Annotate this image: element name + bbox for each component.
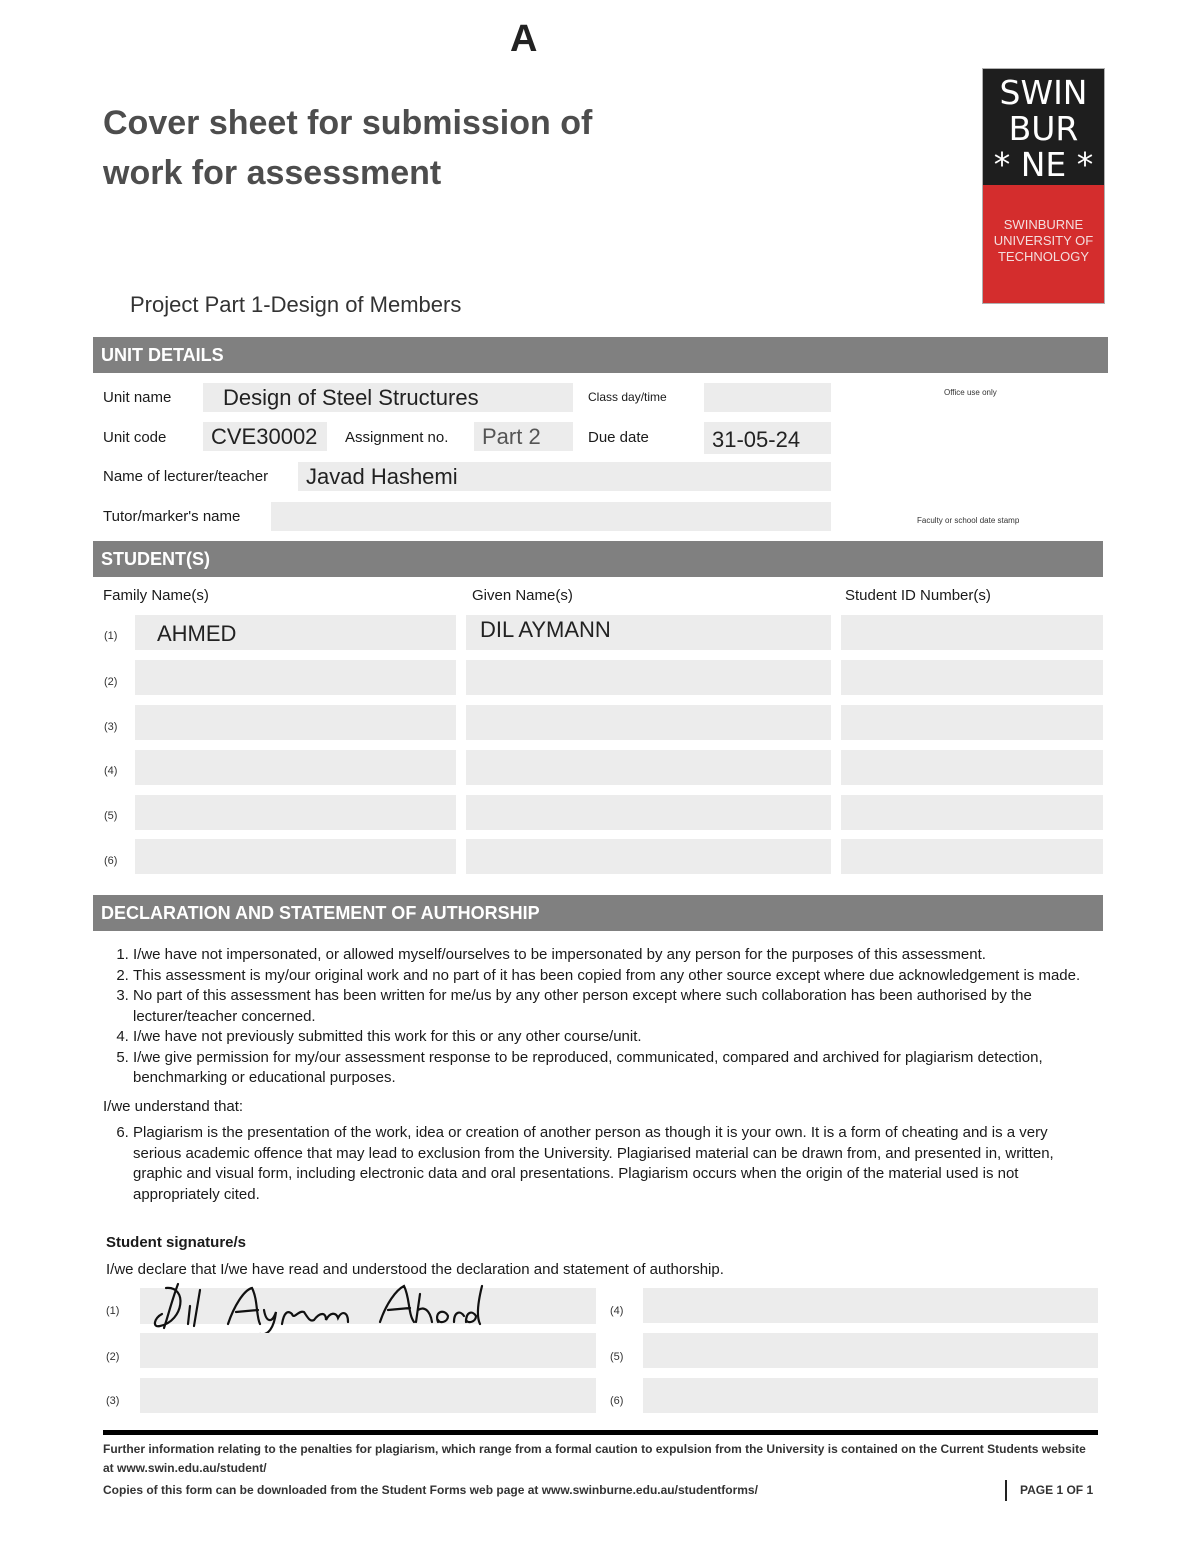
signature-field-6[interactable] xyxy=(643,1378,1098,1413)
tutor-field[interactable] xyxy=(271,502,831,531)
unit-name-field[interactable]: Design of Steel Structures xyxy=(203,383,573,412)
assignment-no-label: Assignment no. xyxy=(345,429,449,446)
signature-number: (1) xyxy=(106,1305,120,1317)
office-use-label: Office use only xyxy=(944,388,997,397)
given-name-field[interactable] xyxy=(466,750,831,785)
unit-code-label: Unit code xyxy=(103,429,167,446)
unit-name-label: Unit name xyxy=(103,389,172,406)
student-id-field[interactable] xyxy=(841,795,1103,830)
family-name-field[interactable]: AHMED xyxy=(135,615,456,650)
tutor-label: Tutor/marker's name xyxy=(103,508,241,525)
page-title xyxy=(103,98,663,198)
given-name-field[interactable]: DIL AYMANN xyxy=(466,615,831,650)
document-letter: A xyxy=(510,18,538,60)
signature-field-2[interactable] xyxy=(140,1333,596,1368)
page-title-line-2: work for assessment xyxy=(103,154,442,192)
row-number: (4) xyxy=(104,765,118,777)
logo-name-line: UNIVERSITY OF xyxy=(993,233,1094,248)
logo-wordmark xyxy=(983,69,1104,185)
row-number: (2) xyxy=(104,676,118,688)
declaration-item: 1. I/we have not impersonated, or allowed myself/ourselves to be impersonated by any person for the purposes of this assessment. xyxy=(133,945,1093,966)
declaration-item: 2. This assessment is my/our original work and no part of it has been copied from any other source except where due acknowledgement is made. xyxy=(133,966,1093,987)
given-name-column: Given Name(s) xyxy=(472,587,573,604)
signature-field-5[interactable] xyxy=(643,1333,1098,1368)
assessment-subtitle: Project Part 1-Design of Members xyxy=(130,292,462,317)
understand-text: I/we understand that: xyxy=(103,1097,244,1115)
student-id-field[interactable] xyxy=(841,750,1103,785)
signature-number: (6) xyxy=(610,1395,624,1407)
unit-details-header: UNIT DETAILS xyxy=(93,337,1108,373)
row-number: (5) xyxy=(104,810,118,822)
student-id-field[interactable] xyxy=(841,615,1103,650)
due-date-label: Due date xyxy=(588,429,649,446)
declaration-item: 3. No part of this assessment has been written for me/us by any other person except where such collaboration has been authorised by the lecturer/teacher concerned. xyxy=(133,986,1093,1027)
students-header: STUDENT(S) xyxy=(93,541,1103,577)
signature-field-4[interactable] xyxy=(643,1288,1098,1323)
student-id-field[interactable] xyxy=(841,660,1103,695)
student-id-field[interactable] xyxy=(841,839,1103,874)
unit-code-field[interactable]: CVE30002 xyxy=(203,422,327,451)
logo-university-name xyxy=(983,185,1104,303)
footer-forms-info: Copies of this form can be downloaded from the Student Forms web page at www.swinburne.edu.au/studentforms/ xyxy=(103,1483,758,1497)
signature-number: (4) xyxy=(610,1305,624,1317)
lecturer-label: Name of lecturer/teacher xyxy=(103,468,269,485)
page-number: PAGE 1 OF 1 xyxy=(1020,1483,1094,1497)
student-id-column: Student ID Number(s) xyxy=(845,587,991,604)
declaration-item: 5. I/we give permission for my/our assessment response to be reproduced, communicated, compared and archived for plagiarism detection, benchmarking or educational purposes. xyxy=(133,1048,1093,1089)
given-name-field[interactable] xyxy=(466,839,831,874)
family-name-field[interactable] xyxy=(135,839,456,874)
family-name-field[interactable] xyxy=(135,750,456,785)
given-name-field[interactable] xyxy=(466,705,831,740)
signature-number: (3) xyxy=(106,1395,120,1407)
assignment-no-field[interactable]: Part 2 xyxy=(474,422,573,451)
logo-wordmark-line: * NE * xyxy=(993,145,1094,184)
signature-number: (5) xyxy=(610,1351,624,1363)
family-name-column: Family Name(s) xyxy=(103,587,209,604)
lecturer-field[interactable]: Javad Hashemi xyxy=(298,462,831,491)
family-name-field[interactable] xyxy=(135,660,456,695)
row-number: (3) xyxy=(104,721,118,733)
footer-plagiarism-info: Further information relating to the penalties for plagiarism, which range from a formal caution to expulsion from the University is contained on the Current Students website at www.swin.edu.au/student/ xyxy=(103,1442,1086,1475)
declaration-item: 4. I/we have not previously submitted this work for this or any other course/unit. xyxy=(133,1027,1093,1048)
class-day-time-label: Class day/time xyxy=(588,390,667,404)
due-date-field[interactable]: 31-05-24 xyxy=(704,422,831,454)
row-number: (1) xyxy=(104,630,118,642)
footer-divider xyxy=(1005,1480,1007,1501)
signature-heading: Student signature/s xyxy=(106,1234,247,1251)
signature-declare-text: I/we declare that I/we have read and understood the declaration and statement of authorship. xyxy=(106,1261,724,1278)
declaration-header: DECLARATION AND STATEMENT OF AUTHORSHIP xyxy=(93,895,1103,931)
signature-field-1[interactable] xyxy=(140,1288,596,1324)
class-day-time-field[interactable] xyxy=(704,383,831,412)
logo-name-line: TECHNOLOGY xyxy=(997,249,1089,264)
family-name-field[interactable] xyxy=(135,705,456,740)
row-number: (6) xyxy=(104,855,118,867)
declaration-list xyxy=(103,945,1093,1089)
signature-number: (2) xyxy=(106,1351,120,1363)
footer-rule xyxy=(103,1430,1098,1435)
given-name-field[interactable] xyxy=(466,795,831,830)
student-id-field[interactable] xyxy=(841,705,1103,740)
signature-field-3[interactable] xyxy=(140,1378,596,1413)
logo-wordmark-line: BUR xyxy=(1008,109,1079,148)
declaration-list-continued xyxy=(103,1123,1093,1205)
university-logo xyxy=(982,68,1105,304)
declaration-body xyxy=(103,945,1093,1205)
given-name-field[interactable] xyxy=(466,660,831,695)
handwritten-signature xyxy=(148,1276,488,1336)
page-title-line-1: Cover sheet for submission of xyxy=(103,104,593,142)
declaration-item: 6. Plagiarism is the presentation of the work, idea or creation of another person as though it is your own. It is a form of cheating and is a very serious academic offence that may lead to exclusion from the University. Plagiarised material can be drawn from, and presented in, written, graphic and visual form, including electronic data and oral presentations. Plagiarism occurs when the origin of the material used is not appropriately cited. xyxy=(133,1123,1093,1205)
family-name-field[interactable] xyxy=(135,795,456,830)
date-stamp-label: Faculty or school date stamp xyxy=(917,516,1020,525)
logo-wordmark-line: SWIN xyxy=(999,73,1088,112)
logo-name-line: SWINBURNE xyxy=(1003,217,1084,232)
